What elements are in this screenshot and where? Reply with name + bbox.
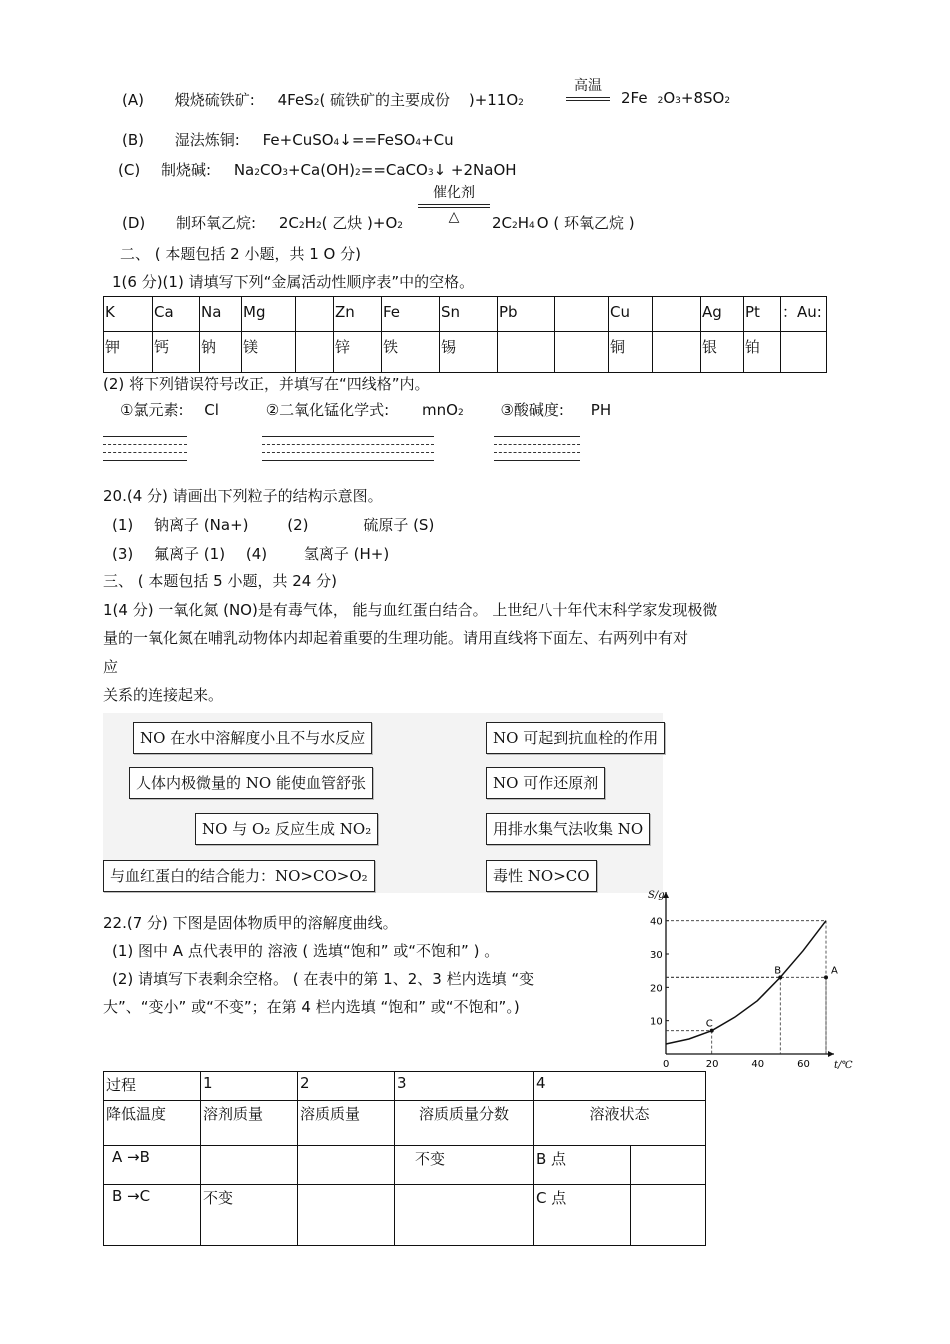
row-label: A →B <box>104 1146 201 1185</box>
point-label: B <box>774 965 782 977</box>
answer-cell[interactable] <box>631 1146 706 1185</box>
right-statement-4[interactable]: 毒性 NO>CO <box>486 860 597 892</box>
reaction-a-product <box>621 89 730 107</box>
table-row <box>104 1185 706 1246</box>
reaction-c <box>118 159 517 180</box>
answer-cell[interactable] <box>201 1146 298 1185</box>
sub: 2 <box>397 221 404 231</box>
prod: O ( 环氧乙烷 ) <box>536 214 635 232</box>
point-label: A <box>831 965 838 977</box>
answer-cell[interactable] <box>395 1185 534 1246</box>
q21-line4: 关系的连接起来。 <box>103 686 224 704</box>
header-cell: 溶质质量 <box>298 1101 395 1146</box>
x-tick-label: 40 <box>751 1059 765 1070</box>
y-axis-label: S/g <box>648 890 665 901</box>
metal-name: 铜 <box>609 332 653 373</box>
sub: 2 <box>724 96 731 106</box>
answer-cell: 不变 <box>395 1146 534 1185</box>
item-label: ①氯元素: <box>120 401 184 419</box>
reaction-d-label: (D) <box>122 214 146 232</box>
metal-name: 镁 <box>242 332 296 373</box>
metal-cell: Na <box>200 297 242 332</box>
metal-name: 铂 <box>744 332 781 373</box>
section2-title: 二、 ( 本题包括 2 小题，共 1 O 分) <box>120 245 361 263</box>
right-statement-2[interactable]: NO 可作还原剂 <box>486 767 605 799</box>
metal-name-blank[interactable] <box>555 332 609 373</box>
left-statement-3[interactable]: NO 与 O₂ 反应生成 NO₂ <box>195 813 378 845</box>
x-tick-label: 0 <box>663 1059 670 1070</box>
sub: 2 <box>657 96 664 106</box>
metal-cell: Mg <box>242 297 296 332</box>
heat-icon: △ <box>448 209 460 225</box>
left-statement-1[interactable]: NO 在水中溶解度小且不与水反应 <box>133 722 372 754</box>
state-label: C 点 <box>534 1185 631 1246</box>
four-line-grid-1[interactable] <box>103 436 187 466</box>
eq: Fe+CuSO <box>262 131 334 149</box>
metal-cell: ：Au: <box>781 297 827 332</box>
right-statement-3[interactable]: 用排水集气法收集 NO <box>486 813 650 845</box>
four-line-grid-3[interactable] <box>494 436 580 466</box>
four-line-grid-2[interactable] <box>262 436 434 466</box>
metal-name: 钙 <box>153 332 200 373</box>
q19-title: 1(6 分)(1) 请填写下列“金属活动性顺序表”中的空格。 <box>112 273 475 291</box>
q22-p3: 大”、“变小” 或“不变”；在第 4 栏内选填 “饱和” 或“不饱和”。) <box>103 998 520 1016</box>
sub: 2 <box>457 408 464 418</box>
q21-line2: 量的一氧化氮在哺乳动物体内却起着重要的生理功能。请用直线将下面左、右两列中有对 <box>103 629 689 647</box>
eq: ↓==FeSO <box>339 131 416 149</box>
header-row-1 <box>104 1072 706 1101</box>
reaction-a-label: (A) <box>122 91 144 109</box>
answer-cell[interactable] <box>298 1146 395 1185</box>
reaction-a-name: 煅烧硫铁矿: <box>174 91 255 109</box>
equal-sign <box>566 97 610 101</box>
right-statement-1[interactable]: NO 可起到抗血栓的作用 <box>486 722 665 754</box>
particle: 硫原子 (S) <box>363 516 435 534</box>
y-tick-label: 40 <box>650 916 663 928</box>
metal-cell: Ag <box>701 297 744 332</box>
metal-name-blank[interactable] <box>296 332 334 373</box>
q-num: (3) <box>112 545 134 563</box>
reaction-a-paren: ( 硫铁矿的主要成份 <box>319 91 451 109</box>
item-label: ③酸碱度: <box>500 401 564 419</box>
header-cell: 3 <box>395 1072 534 1101</box>
metal-symbol-row <box>104 297 827 332</box>
eq: ==CaCO <box>360 161 428 179</box>
prod: O <box>663 89 676 107</box>
reaction-a-rest: )+11O <box>468 91 519 109</box>
prod: H <box>517 214 530 232</box>
prod: +8SO <box>680 89 725 107</box>
metal-name: 锡 <box>440 332 498 373</box>
sub: 2 <box>355 168 361 178</box>
eq: +Ca(OH) <box>287 161 356 179</box>
eq: H <box>304 214 316 232</box>
solubility-chart <box>638 886 853 1072</box>
eq: 2C <box>278 214 299 232</box>
item-label: ②二氧化锰化学式: <box>265 401 390 419</box>
sub: 4 <box>529 221 535 231</box>
metal-cell: Pt <box>744 297 781 332</box>
reaction-d-name: 制环氧乙烷: <box>176 214 257 232</box>
reaction-b-label: (B) <box>122 131 144 149</box>
metal-name-blank[interactable] <box>653 332 701 373</box>
answer-cell[interactable] <box>298 1185 395 1246</box>
reaction-a <box>122 89 524 110</box>
sub: 3 <box>282 168 288 178</box>
reaction-d <box>122 212 403 233</box>
q20-row2 <box>112 543 389 564</box>
y-tick-label: 10 <box>650 1016 663 1028</box>
reaction-b-name: 湿法炼铜: <box>174 131 240 149</box>
sub: 2 <box>518 98 524 108</box>
sub: 4 <box>415 138 422 148</box>
reaction-c-label: (C) <box>118 161 141 179</box>
q19b-items <box>120 399 611 420</box>
particle: 氢离子 (H+) <box>303 545 390 563</box>
metal-cell: Pb <box>498 297 555 332</box>
prod: 2C <box>492 214 513 232</box>
prod: 2Fe <box>621 89 648 107</box>
metal-cell-blank[interactable] <box>296 297 334 332</box>
q-num: (2) <box>287 516 309 534</box>
reaction-a-condition <box>566 78 610 101</box>
metal-cell: Ca <box>153 297 200 332</box>
metal-name-blank[interactable] <box>498 332 555 373</box>
solubility-curve <box>666 921 826 1044</box>
header-cell: 溶剂质量 <box>201 1101 298 1146</box>
sub: 4 <box>333 138 340 148</box>
point-A <box>824 975 828 979</box>
left-statement-2[interactable]: 人体内极微量的 NO 能使血管舒张 <box>129 767 373 799</box>
metal-cell: Sn <box>440 297 498 332</box>
state-label: B 点 <box>534 1146 631 1185</box>
row-label: B →C <box>104 1185 201 1246</box>
sub: 2 <box>254 168 260 178</box>
sub: 2 <box>298 221 305 231</box>
metal-name: 银 <box>701 332 744 373</box>
y-tick-label: 20 <box>650 983 663 995</box>
item-symbol: Cl <box>204 401 219 419</box>
header-cell: 1 <box>201 1072 298 1101</box>
header-cell: 过程 <box>104 1072 201 1101</box>
q-num: (1) <box>112 516 134 534</box>
reaction-c-name: 制烧碱: <box>160 161 212 179</box>
item-symbol: mnO <box>422 401 458 419</box>
metal-activity-table <box>103 296 827 373</box>
left-statement-4[interactable]: 与血红蛋白的结合能力：NO>CO>O₂ <box>103 860 375 892</box>
answer-cell[interactable] <box>631 1185 706 1246</box>
reaction-b <box>122 129 454 150</box>
metal-cell-blank[interactable] <box>555 297 609 332</box>
eq: CO <box>259 161 283 179</box>
metal-name: 锌 <box>334 332 382 373</box>
sub: 3 <box>427 168 434 178</box>
metal-name-row <box>104 332 827 373</box>
header-cell: 降低温度 <box>104 1101 201 1146</box>
sub: 2 <box>512 221 518 231</box>
condition-text: 高温 <box>574 78 602 94</box>
header-cell: 溶质质量分数 <box>395 1101 534 1146</box>
q22-title: 22.(7 分) 下图是固体物质甲的溶解度曲线。 <box>103 914 398 932</box>
reaction-d-product <box>492 212 635 233</box>
reaction-a-left: 4FeS <box>277 91 314 109</box>
process-table <box>103 1071 706 1246</box>
header-cell: 4 <box>534 1072 706 1101</box>
sub: 2 <box>315 221 322 231</box>
metal-name-blank[interactable] <box>781 332 827 373</box>
answer-cell: 不变 <box>201 1185 298 1246</box>
particle: 氟离子 (1) <box>154 545 226 563</box>
x-axis-arrow <box>828 1051 834 1057</box>
x-tick-label: 60 <box>797 1059 810 1070</box>
metal-cell: Fe <box>382 297 440 332</box>
q19b-title: (2) 将下列错误符号改正，并填写在“四线格”内。 <box>103 375 430 393</box>
eq: Na <box>233 161 255 179</box>
metal-cell: Cu <box>609 297 653 332</box>
metal-cell: K <box>104 297 153 332</box>
y-tick-label: 30 <box>650 950 663 961</box>
particle: 钠离子 (Na+) <box>154 516 249 534</box>
section3-title: 三、 ( 本题包括 5 小题，共 24 分) <box>103 572 337 590</box>
q20-title: 20.(4 分) 请画出下列粒子的结构示意图。 <box>103 487 383 505</box>
eq: +Cu <box>421 131 454 149</box>
q21-line1: 1(4 分) 一氧化氮 (NO)是有毒气体， 能与血红蛋白结合。 上世纪八十年代末科学家发现极微 <box>103 601 718 619</box>
q20-row1 <box>112 514 434 535</box>
condition-top: 催化剂 <box>433 185 475 201</box>
metal-name: 钠 <box>200 332 242 373</box>
metal-cell: Zn <box>334 297 382 332</box>
metal-name: 铁 <box>382 332 440 373</box>
table-row <box>104 1146 706 1185</box>
reaction-d-condition <box>418 184 490 226</box>
eq: ↓ +2NaOH <box>433 161 517 179</box>
x-tick-label: 20 <box>705 1059 719 1070</box>
header-row-2 <box>104 1101 706 1146</box>
header-cell: 2 <box>298 1072 395 1101</box>
item-symbol: PH <box>590 401 612 419</box>
q22-p2: (2) 请填写下表剩余空格。 ( 在表中的第 1、2、3 栏内选填 “变 <box>112 970 535 988</box>
q-num: (4) <box>245 545 268 563</box>
sub: 2 <box>313 98 320 108</box>
x-axis-label: t/℃ <box>834 1060 853 1071</box>
q21-line3: 应 <box>103 658 119 676</box>
metal-cell-blank[interactable] <box>653 297 701 332</box>
point-label: C <box>705 1018 713 1030</box>
metal-name: 钾 <box>104 332 153 373</box>
eq: ( 乙炔 )+O <box>321 214 398 232</box>
sub: 3 <box>675 96 681 106</box>
q22-p1: (1) 图中 A 点代表甲的 溶液 ( 选填“饱和” 或“不饱和” ) 。 <box>112 942 500 960</box>
header-cell: 溶液状态 <box>534 1101 706 1146</box>
